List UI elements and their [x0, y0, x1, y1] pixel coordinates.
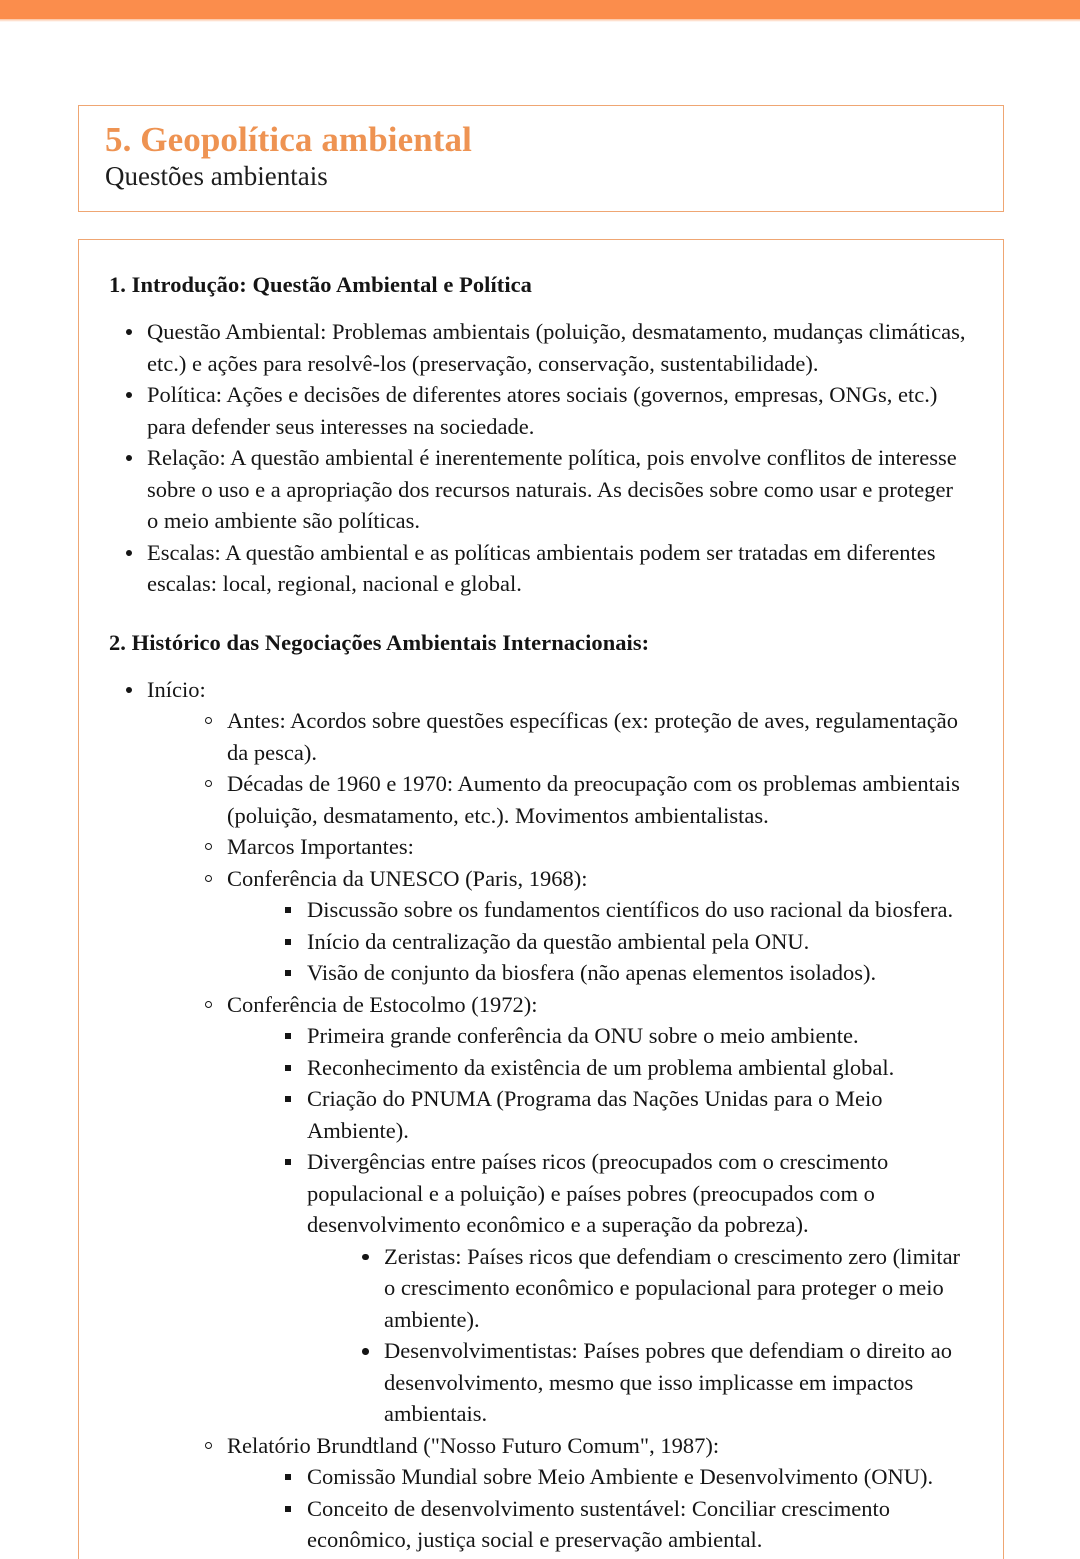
list-item-text: Discussão sobre os fundamentos científicos do uso racional da biosfera.: [307, 894, 969, 926]
list-item-text: Conceito de desenvolvimento sustentável: Conciliar crescimento econômico, justiça social e preservação ambiental.: [307, 1493, 969, 1556]
list-item-text: Conferência da UNESCO (Paris, 1968):: [227, 863, 969, 895]
list-item-text: Comissão Mundial sobre Meio Ambiente e Desenvolvimento (ONU).: [307, 1461, 969, 1493]
list-item: [187, 863, 969, 989]
list-item: [344, 1335, 969, 1430]
list-item-text: Escalas: A questão ambiental e as políticas ambientais podem ser tratadas em diferentes escalas: local, regional, nacional e global.: [147, 537, 969, 600]
document-header-card: [78, 105, 1004, 212]
list-item: [267, 926, 969, 958]
page-title: 5. Geopolítica ambiental: [105, 120, 472, 159]
page-subtitle: Questões ambientais: [105, 161, 328, 191]
section-1-bullet-list: [109, 316, 969, 600]
list-item: [267, 957, 969, 989]
list-item-text: Marcos Importantes:: [227, 831, 969, 863]
section-2-bullet-list: [109, 674, 969, 1556]
list-item-text: Relação: A questão ambiental é inerentemente política, pois envolve conflitos de interesse sobre o uso e a apropriação dos recursos naturais. As decisões sobre como usar e proteger o meio ambiente são políticas.: [147, 442, 969, 537]
list-item: [187, 1430, 969, 1556]
list-item-text: Questão Ambiental: Problemas ambientais (poluição, desmatamento, mudanças climáticas, etc.) e ações para resolvê-los (preservação, conservação, sustentabilidade).: [147, 316, 969, 379]
list-item-text: Criação do PNUMA (Programa das Nações Unidas para o Meio Ambiente).: [307, 1083, 969, 1146]
list-item: [109, 442, 969, 537]
top-accent-bar: [0, 0, 1080, 19]
list-item: [267, 1020, 969, 1052]
list-item-text: Relatório Brundtland ("Nosso Futuro Comum", 1987):: [227, 1430, 969, 1462]
list-item: [267, 1083, 969, 1146]
top-accent-bar-shadow: [0, 19, 1080, 22]
list-item: [187, 705, 969, 768]
list-item: [344, 1241, 969, 1336]
list-item-text: Desenvolvimentistas: Países pobres que defendiam o direito ao desenvolvimento, mesmo que isso implicasse em impactos ambientais.: [384, 1335, 969, 1430]
section-1-heading: 1. Introdução: Questão Ambiental e Política: [109, 272, 532, 297]
list-item: [267, 1493, 969, 1556]
list-item: [267, 1461, 969, 1493]
list-item: [109, 316, 969, 379]
list-item-text: Antes: Acordos sobre questões específicas (ex: proteção de aves, regulamentação da pesca).: [227, 705, 969, 768]
list-item: [267, 894, 969, 926]
list-item-text: Décadas de 1960 e 1970: Aumento da preocupação com os problemas ambientais (poluição, desmatamento, etc.). Movimentos ambientalistas.: [227, 768, 969, 831]
list-item: [187, 831, 969, 863]
list-item-text: Início:: [147, 674, 969, 706]
list-item: [109, 537, 969, 600]
list-item-text: Primeira grande conferência da ONU sobre o meio ambiente.: [307, 1020, 969, 1052]
list-item-text: Início da centralização da questão ambiental pela ONU.: [307, 926, 969, 958]
section-2-sublist: [147, 705, 969, 1556]
list-item-text: Conferência de Estocolmo (1972):: [227, 989, 969, 1021]
list-item: [109, 674, 969, 1556]
list-item-text: Reconhecimento da existência de um problema ambiental global.: [307, 1052, 969, 1084]
list-item-text: Divergências entre países ricos (preocupados com o crescimento populacional e a poluição) e países pobres (preocupados com o desenvolvimento econômico e a superação da pobreza).: [307, 1146, 969, 1241]
list-item-text: Política: Ações e decisões de diferentes atores sociais (governos, empresas, ONGs, etc.) para defender seus interesses na sociedade.: [147, 379, 969, 442]
brundtland-sublist: [227, 1461, 969, 1556]
list-item: [267, 1052, 969, 1084]
list-item-text: Zeristas: Países ricos que defendiam o crescimento zero (limitar o crescimento econômico e populacional para proteger o meio ambiente).: [384, 1241, 969, 1336]
divergencias-sublist: [307, 1241, 969, 1430]
document-content-card: [78, 239, 1004, 1559]
list-item-text: Visão de conjunto da biosfera (não apenas elementos isolados).: [307, 957, 969, 989]
section-2-heading: 2. Histórico das Negociações Ambientais Internacionais:: [109, 629, 650, 655]
list-item: [187, 989, 969, 1430]
list-item: [187, 768, 969, 831]
estocolmo-sublist: [227, 1020, 969, 1430]
list-item: [267, 1146, 969, 1430]
unesco-sublist: [227, 894, 969, 989]
list-item: [109, 379, 969, 442]
